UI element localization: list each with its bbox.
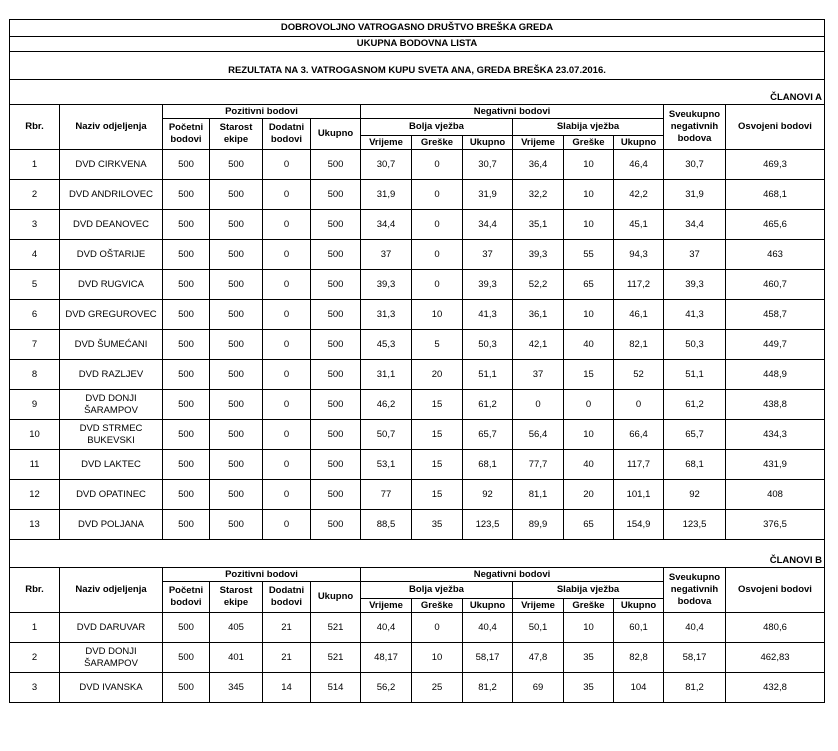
cell-ukupno-pos: 500 bbox=[311, 150, 361, 180]
cell-starost: 500 bbox=[210, 150, 263, 180]
col-ukupno-slabija: Ukupno bbox=[614, 136, 664, 150]
cell-rbr: 1 bbox=[10, 150, 60, 180]
cell-pocetni: 500 bbox=[163, 330, 210, 360]
cell-vrijeme-bolja: 31,1 bbox=[361, 360, 412, 390]
cell-rbr: 4 bbox=[10, 240, 60, 270]
cell-sveukupno: 123,5 bbox=[664, 510, 726, 540]
cell-rbr: 13 bbox=[10, 510, 60, 540]
cell-naziv: DVD RAZLJEV bbox=[60, 360, 163, 390]
cell-ukupno-bolja: 68,1 bbox=[463, 450, 513, 480]
cell-ukupno-pos: 521 bbox=[311, 643, 361, 673]
col-osvojeni: Osvojeni bodovi bbox=[726, 105, 825, 150]
cell-rbr: 12 bbox=[10, 480, 60, 510]
cell-pocetni: 500 bbox=[163, 360, 210, 390]
cell-dodatni: 0 bbox=[263, 330, 311, 360]
cell-greske-slabija: 10 bbox=[564, 150, 614, 180]
cell-osvojeni: 463 bbox=[726, 240, 825, 270]
cell-ukupno-pos: 500 bbox=[311, 390, 361, 420]
col-vrijeme-bolja: Vrijeme bbox=[361, 136, 412, 150]
cell-vrijeme-bolja: 56,2 bbox=[361, 673, 412, 703]
cell-greske-slabija: 65 bbox=[564, 510, 614, 540]
cell-ukupno-bolja: 92 bbox=[463, 480, 513, 510]
cell-ukupno-slabija: 60,1 bbox=[614, 613, 664, 643]
cell-pocetni: 500 bbox=[163, 420, 210, 450]
cell-dodatni: 0 bbox=[263, 480, 311, 510]
cell-rbr: 8 bbox=[10, 360, 60, 390]
cell-starost: 500 bbox=[210, 180, 263, 210]
cell-osvojeni: 468,1 bbox=[726, 180, 825, 210]
cell-greske-bolja: 0 bbox=[412, 180, 463, 210]
cell-ukupno-bolja: 123,5 bbox=[463, 510, 513, 540]
cell-greske-bolja: 0 bbox=[412, 613, 463, 643]
cell-greske-bolja: 0 bbox=[412, 150, 463, 180]
cell-naziv: DVD CIRKVENA bbox=[60, 150, 163, 180]
cell-vrijeme-bolja: 53,1 bbox=[361, 450, 412, 480]
cell-greske-bolja: 0 bbox=[412, 210, 463, 240]
cell-ukupno-bolja: 81,2 bbox=[463, 673, 513, 703]
table-row bbox=[10, 450, 825, 480]
table-row bbox=[10, 613, 825, 643]
cell-vrijeme-slabija: 0 bbox=[513, 390, 564, 420]
cell-ukupno-pos: 500 bbox=[311, 270, 361, 300]
cell-ukupno-slabija: 117,7 bbox=[614, 450, 664, 480]
cell-dodatni: 14 bbox=[263, 673, 311, 703]
cell-ukupno-pos: 500 bbox=[311, 240, 361, 270]
col-ukupno-bolja: Ukupno bbox=[463, 136, 513, 150]
cell-starost: 500 bbox=[210, 270, 263, 300]
cell-osvojeni: 448,9 bbox=[726, 360, 825, 390]
cell-sveukupno: 61,2 bbox=[664, 390, 726, 420]
table-row bbox=[10, 270, 825, 300]
col-osvojeni: Osvojeni bodovi bbox=[726, 568, 825, 613]
col-ukupno-bolja: Ukupno bbox=[463, 599, 513, 613]
cell-greske-slabija: 20 bbox=[564, 480, 614, 510]
cell-vrijeme-slabija: 39,3 bbox=[513, 240, 564, 270]
cell-ukupno-bolja: 41,3 bbox=[463, 300, 513, 330]
col-starost: Starost ekipe bbox=[210, 582, 263, 613]
cell-starost: 500 bbox=[210, 420, 263, 450]
col-greske-slabija: Greške bbox=[564, 136, 614, 150]
col-pocetni: Početni bodovi bbox=[163, 582, 210, 613]
col-vrijeme-slabija: Vrijeme bbox=[513, 599, 564, 613]
cell-dodatni: 0 bbox=[263, 420, 311, 450]
group-a-header bbox=[10, 105, 825, 150]
cell-pocetni: 500 bbox=[163, 240, 210, 270]
cell-vrijeme-slabija: 56,4 bbox=[513, 420, 564, 450]
cell-vrijeme-slabija: 37 bbox=[513, 360, 564, 390]
cell-vrijeme-bolja: 45,3 bbox=[361, 330, 412, 360]
cell-starost: 500 bbox=[210, 450, 263, 480]
cell-rbr: 11 bbox=[10, 450, 60, 480]
cell-pocetni: 500 bbox=[163, 270, 210, 300]
cell-ukupno-slabija: 117,2 bbox=[614, 270, 664, 300]
cell-rbr: 3 bbox=[10, 210, 60, 240]
cell-sveukupno: 37 bbox=[664, 240, 726, 270]
cell-greske-slabija: 10 bbox=[564, 210, 614, 240]
cell-ukupno-bolja: 50,3 bbox=[463, 330, 513, 360]
cell-rbr: 2 bbox=[10, 643, 60, 673]
cell-rbr: 9 bbox=[10, 390, 60, 420]
col-pocetni: Početni bodovi bbox=[163, 119, 210, 150]
cell-ukupno-bolja: 37 bbox=[463, 240, 513, 270]
cell-ukupno-bolja: 40,4 bbox=[463, 613, 513, 643]
cell-ukupno-bolja: 34,4 bbox=[463, 210, 513, 240]
cell-ukupno-bolja: 65,7 bbox=[463, 420, 513, 450]
cell-dodatni: 0 bbox=[263, 510, 311, 540]
cell-greske-bolja: 15 bbox=[412, 480, 463, 510]
cell-greske-bolja: 5 bbox=[412, 330, 463, 360]
cell-naziv: DVD GREGUROVEC bbox=[60, 300, 163, 330]
cell-vrijeme-bolja: 46,2 bbox=[361, 390, 412, 420]
cell-pocetni: 500 bbox=[163, 390, 210, 420]
cell-sveukupno: 31,9 bbox=[664, 180, 726, 210]
cell-rbr: 3 bbox=[10, 673, 60, 703]
cell-greske-bolja: 35 bbox=[412, 510, 463, 540]
cell-naziv: DVD DEANOVEC bbox=[60, 210, 163, 240]
cell-naziv: DVD IVANSKA bbox=[60, 673, 163, 703]
cell-greske-slabija: 10 bbox=[564, 613, 614, 643]
cell-pocetni: 500 bbox=[163, 150, 210, 180]
cell-dodatni: 0 bbox=[263, 270, 311, 300]
cell-ukupno-slabija: 0 bbox=[614, 390, 664, 420]
cell-greske-bolja: 25 bbox=[412, 673, 463, 703]
cell-pocetni: 500 bbox=[163, 643, 210, 673]
cell-greske-bolja: 10 bbox=[412, 643, 463, 673]
cell-greske-bolja: 15 bbox=[412, 420, 463, 450]
cell-ukupno-slabija: 45,1 bbox=[614, 210, 664, 240]
cell-sveukupno: 92 bbox=[664, 480, 726, 510]
cell-dodatni: 0 bbox=[263, 180, 311, 210]
cell-ukupno-slabija: 104 bbox=[614, 673, 664, 703]
cell-dodatni: 21 bbox=[263, 613, 311, 643]
cell-pocetni: 500 bbox=[163, 613, 210, 643]
cell-dodatni: 0 bbox=[263, 450, 311, 480]
cell-vrijeme-slabija: 52,2 bbox=[513, 270, 564, 300]
cell-greske-slabija: 10 bbox=[564, 300, 614, 330]
cell-ukupno-pos: 500 bbox=[311, 510, 361, 540]
cell-greske-bolja: 15 bbox=[412, 390, 463, 420]
cell-dodatni: 0 bbox=[263, 210, 311, 240]
cell-vrijeme-bolja: 88,5 bbox=[361, 510, 412, 540]
table-row bbox=[10, 643, 825, 673]
cell-naziv: DVD DONJI ŠARAMPOV bbox=[60, 390, 163, 420]
group-b-title: ČLANOVI B bbox=[10, 540, 825, 568]
table-row bbox=[10, 210, 825, 240]
cell-vrijeme-bolja: 40,4 bbox=[361, 613, 412, 643]
col-vrijeme-slabija: Vrijeme bbox=[513, 136, 564, 150]
cell-sveukupno: 65,7 bbox=[664, 420, 726, 450]
cell-ukupno-pos: 500 bbox=[311, 180, 361, 210]
cell-dodatni: 0 bbox=[263, 150, 311, 180]
cell-greske-slabija: 0 bbox=[564, 390, 614, 420]
cell-ukupno-bolja: 61,2 bbox=[463, 390, 513, 420]
col-slabija: Slabija vježba bbox=[513, 582, 664, 599]
cell-ukupno-slabija: 154,9 bbox=[614, 510, 664, 540]
table-row bbox=[10, 510, 825, 540]
cell-vrijeme-slabija: 42,1 bbox=[513, 330, 564, 360]
cell-greske-bolja: 10 bbox=[412, 300, 463, 330]
cell-naziv: DVD OPATINEC bbox=[60, 480, 163, 510]
col-rbr: Rbr. bbox=[10, 568, 60, 613]
col-bolja: Bolja vježba bbox=[361, 582, 513, 599]
cell-osvojeni: 438,8 bbox=[726, 390, 825, 420]
col-dodatni: Dodatni bodovi bbox=[263, 582, 311, 613]
cell-starost: 500 bbox=[210, 210, 263, 240]
cell-greske-slabija: 65 bbox=[564, 270, 614, 300]
cell-vrijeme-slabija: 81,1 bbox=[513, 480, 564, 510]
col-greske-bolja: Greške bbox=[412, 136, 463, 150]
table-row bbox=[10, 390, 825, 420]
cell-vrijeme-bolja: 30,7 bbox=[361, 150, 412, 180]
cell-rbr: 6 bbox=[10, 300, 60, 330]
cell-sveukupno: 51,1 bbox=[664, 360, 726, 390]
cell-ukupno-pos: 500 bbox=[311, 300, 361, 330]
cell-vrijeme-slabija: 36,1 bbox=[513, 300, 564, 330]
cell-osvojeni: 376,5 bbox=[726, 510, 825, 540]
cell-starost: 500 bbox=[210, 360, 263, 390]
col-naziv: Naziv odjeljenja bbox=[60, 568, 163, 613]
group-a-title: ČLANOVI A bbox=[10, 80, 825, 105]
cell-sveukupno: 39,3 bbox=[664, 270, 726, 300]
cell-vrijeme-slabija: 50,1 bbox=[513, 613, 564, 643]
cell-ukupno-slabija: 66,4 bbox=[614, 420, 664, 450]
cell-ukupno-pos: 500 bbox=[311, 480, 361, 510]
group-a-rows bbox=[10, 150, 825, 540]
col-ukupno-pos: Ukupno bbox=[311, 119, 361, 150]
cell-greske-slabija: 10 bbox=[564, 180, 614, 210]
cell-ukupno-pos: 500 bbox=[311, 360, 361, 390]
cell-ukupno-bolja: 39,3 bbox=[463, 270, 513, 300]
cell-ukupno-slabija: 52 bbox=[614, 360, 664, 390]
cell-naziv: DVD OŠTARIJE bbox=[60, 240, 163, 270]
cell-sveukupno: 41,3 bbox=[664, 300, 726, 330]
cell-pocetni: 500 bbox=[163, 480, 210, 510]
cell-naziv: DVD STRMEC BUKEVSKI bbox=[60, 420, 163, 450]
score-table bbox=[9, 19, 825, 703]
cell-pocetni: 500 bbox=[163, 300, 210, 330]
col-bolja: Bolja vježba bbox=[361, 119, 513, 136]
col-negativni: Negativni bodovi bbox=[361, 105, 664, 119]
cell-vrijeme-bolja: 77 bbox=[361, 480, 412, 510]
cell-ukupno-slabija: 94,3 bbox=[614, 240, 664, 270]
cell-pocetni: 500 bbox=[163, 673, 210, 703]
cell-sveukupno: 81,2 bbox=[664, 673, 726, 703]
cell-greske-bolja: 0 bbox=[412, 270, 463, 300]
col-ukupno-pos: Ukupno bbox=[311, 582, 361, 613]
cell-naziv: DVD RUGVICA bbox=[60, 270, 163, 300]
cell-starost: 500 bbox=[210, 240, 263, 270]
cell-vrijeme-bolja: 39,3 bbox=[361, 270, 412, 300]
cell-sveukupno: 68,1 bbox=[664, 450, 726, 480]
cell-sveukupno: 58,17 bbox=[664, 643, 726, 673]
col-greske-bolja: Greške bbox=[412, 599, 463, 613]
table-row bbox=[10, 673, 825, 703]
col-sveukupno: Sveukupno negativnih bodova bbox=[664, 105, 726, 150]
cell-osvojeni: 462,83 bbox=[726, 643, 825, 673]
cell-naziv: DVD DONJI ŠARAMPOV bbox=[60, 643, 163, 673]
cell-osvojeni: 449,7 bbox=[726, 330, 825, 360]
cell-sveukupno: 34,4 bbox=[664, 210, 726, 240]
list-title: UKUPNA BODOVNA LISTA bbox=[10, 37, 825, 52]
cell-naziv: DVD POLJANA bbox=[60, 510, 163, 540]
cell-osvojeni: 480,6 bbox=[726, 613, 825, 643]
cell-ukupno-pos: 500 bbox=[311, 420, 361, 450]
table-row bbox=[10, 330, 825, 360]
cell-vrijeme-slabija: 69 bbox=[513, 673, 564, 703]
cell-greske-slabija: 35 bbox=[564, 673, 614, 703]
cell-vrijeme-slabija: 89,9 bbox=[513, 510, 564, 540]
col-greske-slabija: Greške bbox=[564, 599, 614, 613]
cell-osvojeni: 408 bbox=[726, 480, 825, 510]
cell-osvojeni: 432,8 bbox=[726, 673, 825, 703]
cell-vrijeme-slabija: 47,8 bbox=[513, 643, 564, 673]
cell-ukupno-pos: 521 bbox=[311, 613, 361, 643]
cell-sveukupno: 50,3 bbox=[664, 330, 726, 360]
cell-rbr: 7 bbox=[10, 330, 60, 360]
cell-ukupno-slabija: 42,2 bbox=[614, 180, 664, 210]
cell-rbr: 2 bbox=[10, 180, 60, 210]
cell-ukupno-slabija: 46,4 bbox=[614, 150, 664, 180]
cell-osvojeni: 465,6 bbox=[726, 210, 825, 240]
cell-rbr: 5 bbox=[10, 270, 60, 300]
table-row bbox=[10, 420, 825, 450]
cell-greske-bolja: 0 bbox=[412, 240, 463, 270]
cell-naziv: DVD ŠUMEĆANI bbox=[60, 330, 163, 360]
cell-starost: 405 bbox=[210, 613, 263, 643]
cell-vrijeme-bolja: 31,3 bbox=[361, 300, 412, 330]
table-row bbox=[10, 240, 825, 270]
cell-vrijeme-bolja: 31,9 bbox=[361, 180, 412, 210]
group-b-header bbox=[10, 568, 825, 613]
cell-ukupno-pos: 500 bbox=[311, 330, 361, 360]
col-ukupno-slabija: Ukupno bbox=[614, 599, 664, 613]
cell-osvojeni: 458,7 bbox=[726, 300, 825, 330]
cell-vrijeme-bolja: 34,4 bbox=[361, 210, 412, 240]
cell-vrijeme-bolja: 37 bbox=[361, 240, 412, 270]
cell-starost: 500 bbox=[210, 300, 263, 330]
score-sheet bbox=[9, 19, 824, 703]
cell-osvojeni: 460,7 bbox=[726, 270, 825, 300]
table-row bbox=[10, 150, 825, 180]
cell-greske-slabija: 40 bbox=[564, 330, 614, 360]
cell-starost: 500 bbox=[210, 480, 263, 510]
cell-greske-bolja: 20 bbox=[412, 360, 463, 390]
cell-dodatni: 21 bbox=[263, 643, 311, 673]
cell-greske-slabija: 40 bbox=[564, 450, 614, 480]
col-dodatni: Dodatni bodovi bbox=[263, 119, 311, 150]
cell-ukupno-slabija: 101,1 bbox=[614, 480, 664, 510]
col-slabija: Slabija vježba bbox=[513, 119, 664, 136]
cell-greske-slabija: 55 bbox=[564, 240, 614, 270]
cell-sveukupno: 30,7 bbox=[664, 150, 726, 180]
table-row bbox=[10, 300, 825, 330]
col-rbr: Rbr. bbox=[10, 105, 60, 150]
org-title: DOBROVOLJNO VATROGASNO DRUŠTVO BREŠKA GREDA bbox=[10, 20, 825, 37]
table-row bbox=[10, 480, 825, 510]
cell-rbr: 10 bbox=[10, 420, 60, 450]
cell-ukupno-pos: 500 bbox=[311, 210, 361, 240]
cell-vrijeme-bolja: 50,7 bbox=[361, 420, 412, 450]
cell-dodatni: 0 bbox=[263, 300, 311, 330]
cell-dodatni: 0 bbox=[263, 390, 311, 420]
cell-vrijeme-slabija: 77,7 bbox=[513, 450, 564, 480]
col-naziv: Naziv odjeljenja bbox=[60, 105, 163, 150]
cell-greske-slabija: 15 bbox=[564, 360, 614, 390]
cell-ukupno-bolja: 51,1 bbox=[463, 360, 513, 390]
cell-naziv: DVD ANDRILOVEC bbox=[60, 180, 163, 210]
cell-starost: 500 bbox=[210, 510, 263, 540]
col-pozitivni: Pozitivni bodovi bbox=[163, 105, 361, 119]
cell-greske-bolja: 15 bbox=[412, 450, 463, 480]
cell-ukupno-bolja: 31,9 bbox=[463, 180, 513, 210]
cell-dodatni: 0 bbox=[263, 360, 311, 390]
cell-pocetni: 500 bbox=[163, 180, 210, 210]
cell-osvojeni: 469,3 bbox=[726, 150, 825, 180]
cell-starost: 500 bbox=[210, 390, 263, 420]
cell-rbr: 1 bbox=[10, 613, 60, 643]
cell-ukupno-slabija: 82,1 bbox=[614, 330, 664, 360]
cell-osvojeni: 434,3 bbox=[726, 420, 825, 450]
col-vrijeme-bolja: Vrijeme bbox=[361, 599, 412, 613]
col-negativni: Negativni bodovi bbox=[361, 568, 664, 582]
table-row bbox=[10, 360, 825, 390]
cell-vrijeme-bolja: 48,17 bbox=[361, 643, 412, 673]
cell-starost: 401 bbox=[210, 643, 263, 673]
cell-vrijeme-slabija: 35,1 bbox=[513, 210, 564, 240]
cell-greske-slabija: 10 bbox=[564, 420, 614, 450]
cell-pocetni: 500 bbox=[163, 510, 210, 540]
col-pozitivni: Pozitivni bodovi bbox=[163, 568, 361, 582]
cell-ukupno-bolja: 58,17 bbox=[463, 643, 513, 673]
cell-greske-slabija: 35 bbox=[564, 643, 614, 673]
cell-vrijeme-slabija: 32,2 bbox=[513, 180, 564, 210]
cell-ukupno-pos: 514 bbox=[311, 673, 361, 703]
cell-ukupno-bolja: 30,7 bbox=[463, 150, 513, 180]
cell-ukupno-slabija: 82,8 bbox=[614, 643, 664, 673]
cell-naziv: DVD LAKTEC bbox=[60, 450, 163, 480]
group-b-rows bbox=[10, 613, 825, 703]
cell-vrijeme-slabija: 36,4 bbox=[513, 150, 564, 180]
table-row bbox=[10, 180, 825, 210]
cell-ukupno-pos: 500 bbox=[311, 450, 361, 480]
cell-osvojeni: 431,9 bbox=[726, 450, 825, 480]
cell-sveukupno: 40,4 bbox=[664, 613, 726, 643]
cell-naziv: DVD DARUVAR bbox=[60, 613, 163, 643]
cell-pocetni: 500 bbox=[163, 210, 210, 240]
cell-dodatni: 0 bbox=[263, 240, 311, 270]
col-starost: Starost ekipe bbox=[210, 119, 263, 150]
cell-pocetni: 500 bbox=[163, 450, 210, 480]
cell-starost: 500 bbox=[210, 330, 263, 360]
cell-ukupno-slabija: 46,1 bbox=[614, 300, 664, 330]
cell-starost: 345 bbox=[210, 673, 263, 703]
results-title: REZULTATA NA 3. VATROGASNOM KUPU SVETA ANA, GREDA BREŠKA 23.07.2016. bbox=[10, 52, 825, 80]
col-sveukupno: Sveukupno negativnih bodova bbox=[664, 568, 726, 613]
